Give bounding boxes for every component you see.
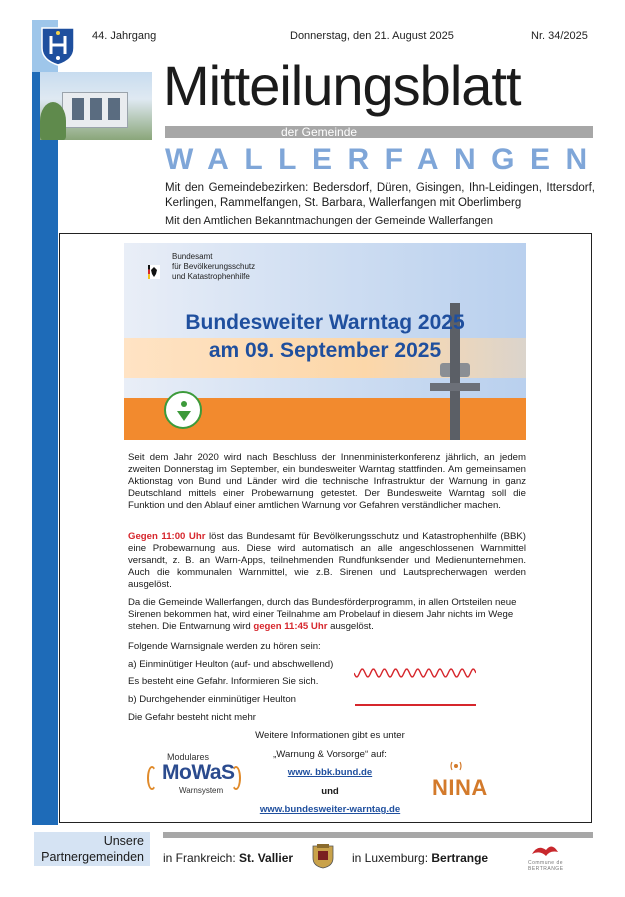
partner-france: in Frankreich: St. Vallier bbox=[163, 851, 294, 865]
article-paragraph-3: Da die Gemeinde Wallerfangen, durch das Bundesförderprogramm, in allen Ortsteilen neue Sirenen bekommen hat, wird einer Teilnahme am Probelauf in diesem Jahr nichts im Wege stehen. Die Entwarnung wird gegen 11:45 Uhr ausgelöst. bbox=[128, 597, 517, 632]
partner-label-box: Unsere Partnergemeinden bbox=[34, 832, 150, 866]
official-notice-line: Mit den Amtlichen Bekanntmachungen der Gemeinde Wallerfangen bbox=[165, 215, 493, 227]
more-info-text: Weitere Informationen gibt es unter bbox=[255, 730, 405, 741]
left-color-stripe bbox=[32, 20, 58, 825]
town-name: WALLERFANGEN bbox=[165, 143, 603, 176]
warntag-link[interactable]: www.bundesweiter-warntag.de bbox=[259, 804, 401, 815]
volume: 44. Jahrgang bbox=[92, 30, 157, 42]
warntag-banner bbox=[124, 243, 526, 440]
signal-b-meaning: Die Gefahr besteht nicht mehr bbox=[128, 712, 256, 723]
banner-title-line1: Bundesweiter Warntag 2025 bbox=[185, 311, 465, 334]
nina-logo: NINA bbox=[432, 775, 488, 800]
banner-title-line2: am 09. September 2025 bbox=[208, 339, 442, 362]
wavering-tone-icon bbox=[354, 667, 476, 679]
town-hall-photo bbox=[40, 72, 152, 140]
section-text: „Warnung & Vorsorge“ auf: bbox=[273, 749, 387, 760]
signal-a: a) Einminütiger Heulton (auf- und abschwellend) bbox=[128, 659, 334, 670]
nina-signal-icon bbox=[450, 760, 462, 772]
signal-a-meaning: Es besteht eine Gefahr. Informieren Sie sich. bbox=[128, 676, 319, 687]
alert-time: Gegen 11:00 Uhr bbox=[128, 531, 206, 542]
article-paragraph-1: Seit dem Jahr 2020 wird nach Beschluss der Innenministerkonferenz jährlich, an jedem zweiten Donnerstag im September, ein bundesweiter Warntag stattfinden. Am gemeinsamen Aktionstag von Bund und Länder wird die technische Infrastruktur der Warnung in ganz Deutschland mittels einer Probewarnung getestet. Der Bundesweite Warntag soll die Funktion und den Ablauf einer amtlichen Warnung vor Gefahren verständlicher machen. bbox=[128, 452, 526, 511]
and-text: und bbox=[321, 786, 339, 797]
issue-number: Nr. 34/2025 bbox=[531, 30, 588, 42]
federal-eagle-icon bbox=[148, 265, 160, 279]
bertrange-logo: Commune de BERTRANGE bbox=[526, 842, 592, 868]
all-clear-time: gegen 11:45 Uhr bbox=[253, 621, 328, 632]
districts-list: Mit den Gemeindebezirken: Bedersdorf, Düren, Gisingen, Ihn-Leidingen, Ittersdorf, Kerlingen, Rammelfangen, St. Barbara, Wallerfangen mit Oberlimberg bbox=[165, 182, 595, 209]
mowas-logo: Modulares MoWaS Warnsystem bbox=[145, 752, 243, 798]
signal-b: b) Durchgehender einminütiger Heulton bbox=[128, 694, 296, 705]
partner-luxembourg: in Luxemburg: Bertrange bbox=[352, 851, 489, 865]
subtitle: der Gemeinde bbox=[281, 125, 358, 139]
subtitle-bar bbox=[165, 126, 593, 138]
municipal-crest-icon bbox=[40, 26, 76, 66]
article-paragraph-2: Gegen 11:00 Uhr löst das Bundesamt für Bevölkerungsschutz und Katastrophenhilfe (BBK) eine Probewarnung aus. Diese wird automatisch an alle angeschlossenen Warnmittel versandt, z. B. an Warn-Apps, teilnehmenden Rundfunksender und Medienunternehmen. Auch die kommunalen Warnmittel, wie z.B. Sirenen und Lautsprecherwagen werden ausgelöst. bbox=[128, 531, 526, 590]
agency-name: Bundesamt für Bevölkerungsschutz und Katastrophenhilfe bbox=[172, 252, 256, 281]
issue-date: Donnerstag, den 21. August 2025 bbox=[290, 30, 454, 42]
citizen-info-badge-icon bbox=[164, 391, 202, 429]
st-vallier-crest-icon bbox=[312, 843, 334, 869]
signals-intro: Folgende Warnsignale werden zu hören sein: bbox=[128, 641, 321, 652]
bbk-link[interactable]: www. bbk.bund.de bbox=[287, 767, 373, 778]
steady-tone-icon bbox=[355, 704, 476, 706]
partner-bar bbox=[163, 832, 593, 838]
masthead-title: Mitteilungsblatt bbox=[163, 54, 521, 117]
